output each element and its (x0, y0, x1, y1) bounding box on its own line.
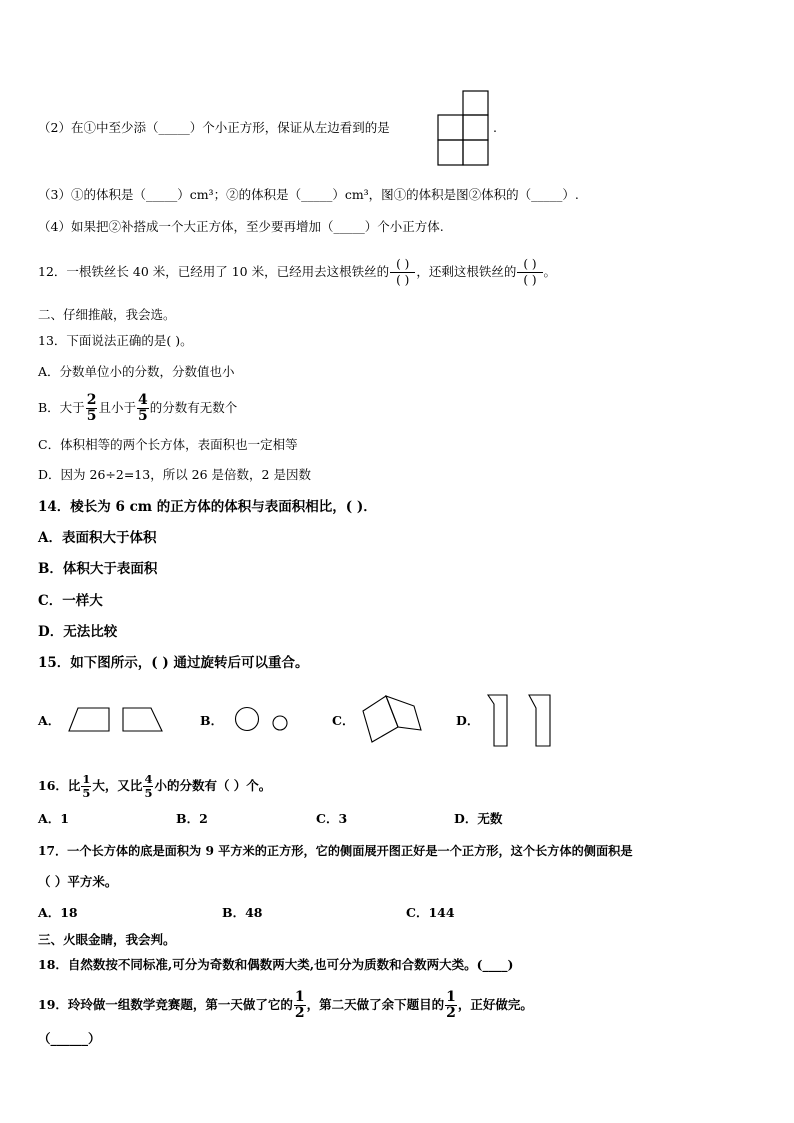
q16-fraction-four-fifths (143, 773, 153, 800)
q15-option-c-polygons (360, 694, 424, 744)
q13-option-b (38, 393, 237, 424)
q18: 18．自然数按不同标准,可分为奇数和偶数两大类,也可分为质数和合数两大类。(____) (38, 957, 514, 972)
q16-fraction-one-fifth-denominator: 5 (82, 786, 91, 800)
q11-part3: （3）①的体积是（_____）cm³；②的体积是（_____）cm³，图①的体积是图②体积的（_____）. (38, 187, 579, 202)
q19-fraction-half-1-denominator: 2 (294, 1005, 305, 1021)
q13-fraction-four-fifths-numerator: 4 (137, 392, 148, 408)
q15-option-a-trapezoids (68, 707, 164, 733)
q13-fraction-two-fifths-denominator: 5 (86, 408, 97, 424)
q14-option-d: D．无法比较 (38, 624, 118, 640)
q16-option-a: A．1 (38, 811, 69, 826)
q16-fraction-one-fifth-numerator: 1 (82, 772, 91, 786)
q19-answer-blank: （______） (38, 1031, 101, 1046)
q14-stem: 14．棱长为 6 cm 的正方体的体积与表面积相比，( )． (38, 499, 377, 515)
q13-option-b-mid: 且小于 (98, 400, 136, 415)
q16-fraction-four-fifths-denominator: 5 (144, 786, 153, 800)
q14-option-c: C．一样大 (38, 593, 103, 609)
q13-stem: 13．下面说法正确的是( )。 (38, 333, 193, 348)
q16-stem (38, 773, 271, 800)
q13-option-a: A．分数单位小的分数，分数值也小 (38, 364, 235, 379)
q12-fraction-left-denominator: ( ) (523, 273, 537, 287)
q19-fraction-half-2 (445, 990, 457, 1021)
q16-option-b: B．2 (176, 811, 208, 826)
q15-option-d-label: D． (456, 713, 480, 728)
q16-option-c: C．3 (316, 811, 348, 826)
q14-option-a: A．表面积大于体积 (38, 530, 157, 546)
q16-fraction-one-fifth (81, 773, 91, 800)
q16-stem-post: 小的分数有（ ）个。 (154, 778, 272, 793)
q16-stem-pre: 16．比 (38, 778, 81, 793)
q11-part2 (38, 120, 390, 136)
q14-option-b: B．体积大于表面积 (38, 561, 158, 577)
q12-fraction-used-denominator: ( ) (396, 273, 410, 287)
q17-option-a: A．18 (38, 905, 78, 920)
q12-fraction-left-numerator: ( ) (517, 257, 542, 273)
q12-fraction-left (517, 257, 542, 288)
q19-stem-pre: 19．玲玲做一组数学竞赛题，第一天做了它的 (38, 997, 293, 1012)
q12-text-a: 12．一根铁丝长 40 米，已经用了 10 米，已经用去这根铁丝的 (38, 264, 390, 279)
q12-fraction-used (390, 257, 415, 288)
q13-option-b-post: 的分数有无数个 (149, 400, 238, 415)
q13-option-c: C．体积相等的两个长方体，表面积也一定相等 (38, 437, 298, 452)
q19-stem (38, 990, 533, 1021)
q13-fraction-four-fifths-denominator: 5 (137, 408, 148, 424)
q12-fraction-used-numerator: ( ) (390, 257, 415, 273)
q17-option-c: C．144 (406, 905, 455, 920)
q15-option-a-label: A． (38, 713, 61, 728)
q13-fraction-two-fifths-numerator: 2 (86, 392, 97, 408)
q11-part2-end: . (493, 120, 497, 135)
q19-stem-post: ，正好做完。 (457, 997, 533, 1012)
q11-part2-text: （2）在①中至少添（_____）个小正方形，保证从左边看到的是 (38, 120, 390, 135)
q17-stem-continued: （ ）平方米。 (38, 874, 118, 889)
section2-heading: 二、仔细推敲，我会选。 (38, 307, 176, 322)
q16-option-d: D．无数 (454, 811, 503, 826)
left-view-figure (438, 90, 490, 166)
q15-option-b-circles (234, 707, 292, 733)
q12-text-b: ，还剩这根铁丝的 (416, 264, 517, 279)
q12-text-c: 。 (543, 264, 557, 279)
q16-fraction-four-fifths-numerator: 4 (144, 772, 153, 786)
q11-part4: （4）如果把②补搭成一个大正方体，至少要再增加（_____）个小正方体. (38, 219, 444, 234)
q12 (38, 257, 556, 288)
q17-stem: 17．一个长方体的底是面积为 9 平方米的正方形，它的侧面展开图正好是一个正方形，这个长方体的侧面积是 (38, 844, 633, 858)
q19-fraction-half-1-numerator: 1 (294, 989, 305, 1005)
q13-option-b-pre: B．大于 (38, 400, 85, 415)
q13-option-d: D．因为 26÷2=13，所以 26 是倍数，2 是因数 (38, 467, 311, 482)
q13-fraction-four-fifths (137, 393, 149, 424)
q15-option-c-label: C． (332, 713, 355, 728)
q15-option-d-shapes (484, 694, 554, 748)
q15-option-b-label: B． (200, 713, 224, 728)
q19-fraction-half-2-denominator: 2 (446, 1005, 456, 1021)
q17-option-b: B．48 (222, 905, 263, 920)
q16-stem-mid: 大，又比 (92, 778, 143, 793)
q19-stem-mid: ，第二天做了余下题目的 (306, 997, 445, 1012)
q19-fraction-half-1 (294, 990, 306, 1021)
q13-fraction-two-fifths (86, 393, 98, 424)
section3-heading: 三、火眼金睛，我会判。 (38, 932, 176, 947)
q15-stem: 15．如下图所示，( ) 通过旋转后可以重合。 (38, 655, 309, 671)
q19-fraction-half-2-numerator: 1 (446, 989, 456, 1005)
